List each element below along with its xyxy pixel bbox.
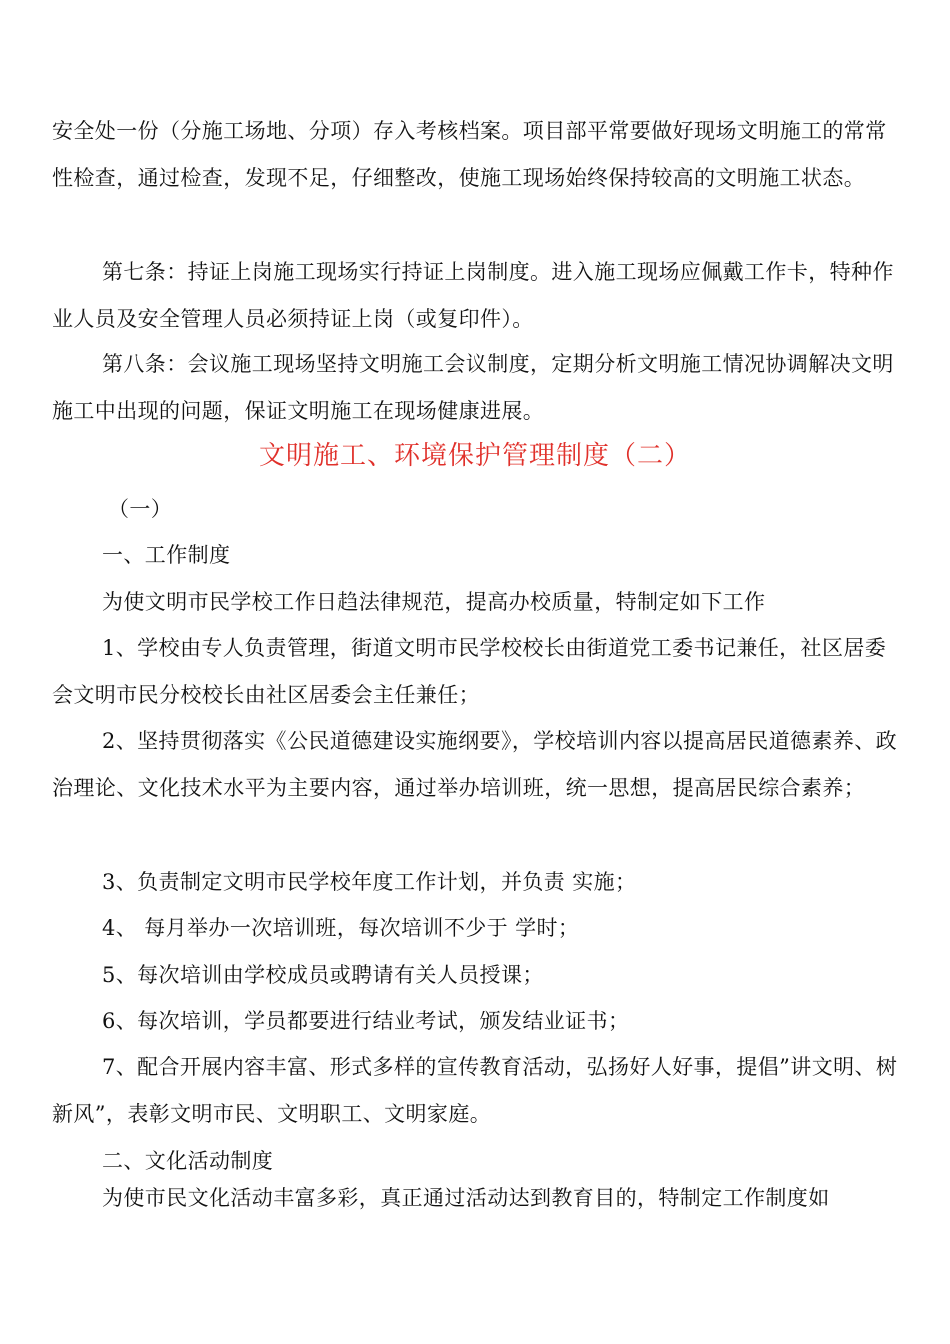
paragraph-article-seven: 第七条：持证上岗施工现场实行持证上岗制度。进入施工现场应佩戴工作卡，特种作业人员及安全管理人员必须持证上岗（或复印件）。 [52,260,894,331]
section-title: 文明施工、环境保护管理制度（二） [258,441,691,471]
intro-culture-system: 为使市民文化活动丰富多彩，真正通过活动达到教育目的，特制定工作制度如 [102,1186,830,1210]
heading-culture-system: 二、文化活动制度 [102,1149,274,1173]
list-item-6: 6、每次培训，学员都要进行结业考试，颁发结业证书； [102,1009,630,1033]
heading-work-system: 一、工作制度 [102,543,231,567]
list-item-7: 7、配合开展内容丰富、形式多样的宣传教育活动，弘扬好人好事，提倡”讲文明、树新风”，表彰文明市民、文明职工、文明家庭。 [52,1055,898,1126]
intro-work-system: 为使文明市民学校工作日趋法律规范，提高办校质量，特制定如下工作 [102,590,766,614]
paragraph-archive-inspection: 安全处一份（分施工场地、分项）存入考核档案。项目部平常要做好现场文明施工的常常性检查，通过检查，发现不足，仔细整改，使施工现场始终保持较高的文明施工状态。 [52,119,887,190]
list-item-5: 5、每次培训由学校成员或聘请有关人员授课； [102,963,544,987]
list-item-3: 3、负责制定文明市民学校年度工作计划，并负责 实施； [102,870,637,894]
list-item-2: 2、坚持贯彻落实《公民道德建设实施纲要》，学校培训内容以提高居民道德素养、政治理论、文化技术水平为主要内容，通过举办培训班，统一思想，提高居民综合素养； [52,729,898,800]
paragraph-article-eight: 第八条：会议施工现场坚持文明施工会议制度，定期分析文明施工情况协调解决文明施工中出现的问题，保证文明施工在现场健康进展。 [52,352,894,423]
subsection-marker: （一） [108,497,173,521]
list-item-1: 1、学校由专人负责管理，街道文明市民学校校长由街道党工委书记兼任，社区居委会文明市民分校校长由社区居委会主任兼任； [52,636,887,707]
list-item-4: 4、 每月举办一次培训班，每次培训不少于 学时； [102,916,580,940]
